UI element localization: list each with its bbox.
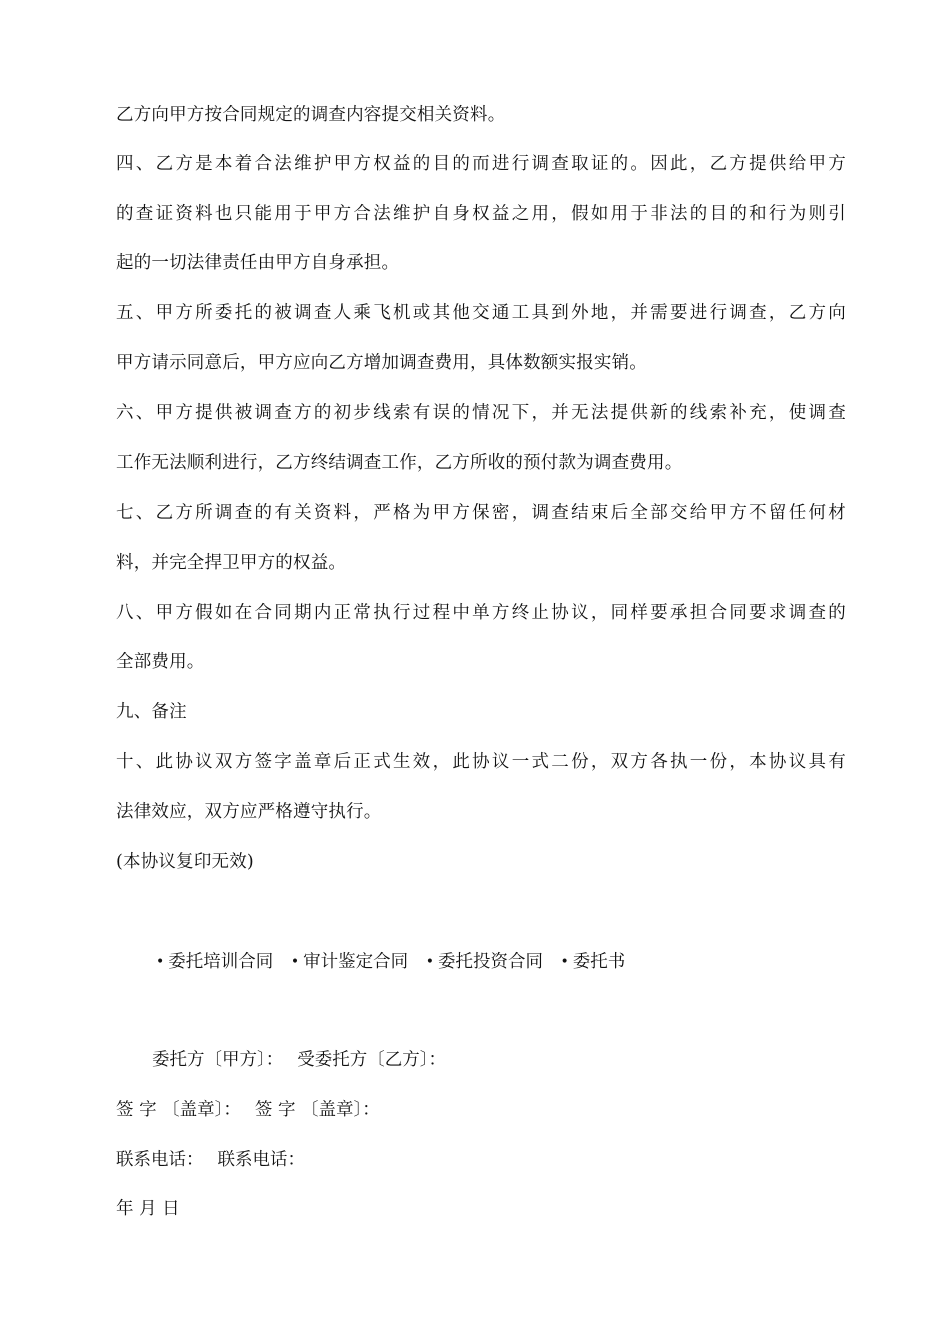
party-a-label: 委托方〔甲方〕：	[152, 1050, 284, 1070]
related-link-investment-contract[interactable]	[426, 950, 543, 974]
clause-10-line-1: 十、此协议双方签字盖章后正式生效，此协议一式二份，双方各执一份，本协议具有	[116, 752, 846, 772]
related-link-training-contract[interactable]	[156, 950, 273, 974]
clause-8-line-1: 八、甲方假如在合同期内正常执行过程中单方终止协议，同样要承担合同要求调查的	[116, 603, 846, 623]
clause-7-line-1: 七、乙方所调查的有关资料，严格为甲方保密，调查结束后全部交给甲方不留任何材	[116, 503, 846, 523]
clause-5-line-1: 五、甲方所委托的被调查人乘飞机或其他交通工具到外地，并需要进行调查，乙方向	[116, 303, 846, 323]
clause-4-line-2: 的查证资料也只能用于甲方合法维护自身权益之用，假如用于非法的目的和行为则引	[116, 204, 846, 224]
copy-invalid-note: (本协议复印无效)	[116, 852, 254, 872]
clause-4-line-1: 四、乙方是本着合法维护甲方权益的目的而进行调查取证的。因此，乙方提供给甲方	[116, 154, 846, 174]
bullet-icon: •	[560, 954, 569, 970]
phone-b-label: 联系电话：	[217, 1150, 305, 1170]
phone-line	[116, 1148, 305, 1172]
related-link-label: 委托培训合同	[168, 952, 274, 972]
signature-line	[116, 1098, 380, 1122]
clause-6-line-1: 六、甲方提供被调查方的初步线索有误的情况下，并无法提供新的线索补充，使调查	[116, 403, 846, 423]
parties-line	[152, 1048, 446, 1072]
related-links	[156, 950, 637, 974]
paragraph-3-tail: 乙方向甲方按合同规定的调查内容提交相关资料。	[116, 105, 506, 125]
clause-10-line-2: 法律效应，双方应严格遵守执行。	[116, 802, 382, 822]
clause-7-line-2: 料，并完全捍卫甲方的权益。	[116, 553, 347, 573]
date-line: 年 月 日	[116, 1199, 180, 1219]
party-b-label: 受委托方〔乙方〕：	[297, 1050, 446, 1070]
clause-5-line-2: 甲方请示同意后，甲方应向乙方增加调查费用，具体数额实报实销。	[116, 353, 647, 373]
clause-4-line-3: 起的一切法律责任由甲方自身承担。	[116, 253, 400, 273]
related-link-audit-contract[interactable]	[291, 950, 408, 974]
bullet-icon: •	[425, 954, 434, 970]
related-link-power-of-attorney[interactable]	[561, 950, 626, 974]
bullet-icon: •	[156, 954, 165, 970]
clause-8-line-2: 全部费用。	[116, 652, 205, 672]
bullet-icon: •	[290, 954, 300, 970]
phone-a-label: 联系电话：	[116, 1150, 204, 1170]
signature-b-label: 签 字 〔盖章〕：	[254, 1100, 380, 1120]
signature-a-label: 签 字 〔盖章〕：	[116, 1100, 241, 1120]
related-link-label: 委托投资合同	[437, 952, 543, 972]
related-link-label: 审计鉴定合同	[303, 952, 409, 972]
related-link-label: 委托书	[572, 952, 626, 972]
clause-6-line-2: 工作无法顺利进行，乙方终结调查工作，乙方所收的预付款为调查费用。	[116, 453, 683, 473]
clause-9: 九、备注	[116, 702, 187, 722]
